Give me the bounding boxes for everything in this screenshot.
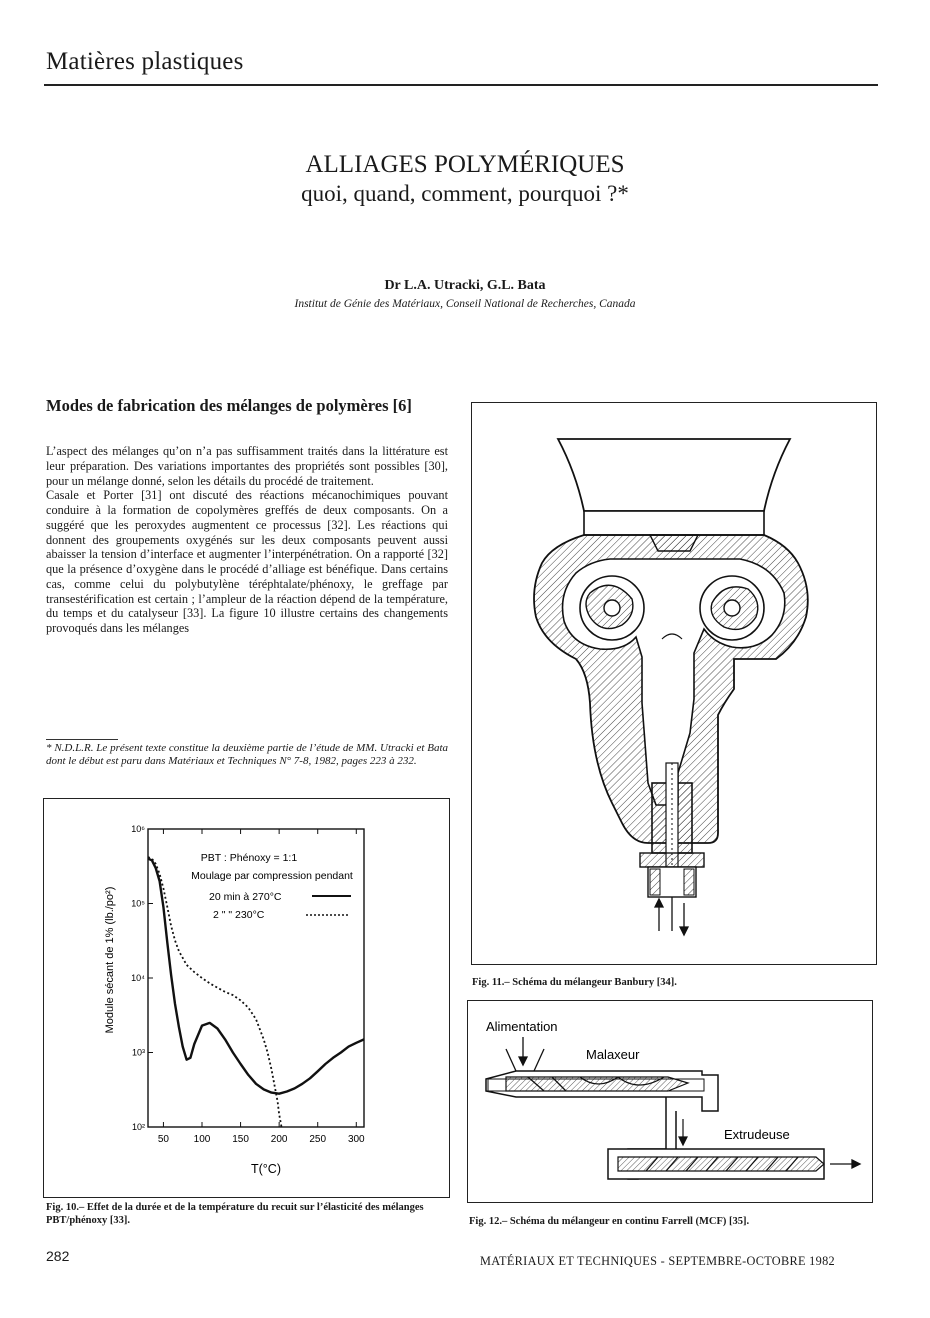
header-rule xyxy=(44,84,878,86)
body-text xyxy=(46,444,448,636)
figure-12-frame xyxy=(467,1000,873,1203)
paragraph-2: Casale et Porter [31] ont discuté des réactions mécanochimiques pouvant conduire à la formation de copolymères greffés de deux composants. On a suggéré que les peroxydes augmentent ce processus [32]. Les réactions qui donnent des groupements oxygénés sur les deux composants peuvent aussi abaisser la tension d’interface et augmenter l’interpénétration. On a rapporté [32] que la présence d’oxygène dans le procédé d’alliage est bénéfique. Dans certains cas, comme celui du polybutylène téréphtalate/phénoxy, le greffage par transestérification est certain ; l’ampleur de la réaction dépend de la température, du temps et du catalyseur [33]. La figure 10 illustre certains des changements provoqués dans les mélanges xyxy=(46,488,448,635)
figure-11-frame xyxy=(471,402,877,965)
farrell-mixer-diagram xyxy=(468,1001,871,1201)
banbury-mixer-diagram xyxy=(472,403,875,963)
figure-10-caption: Fig. 10.– Effet de la durée et de la température du recuit sur l’élasticité des mélanges PBT/phénoxy [33]. xyxy=(46,1202,424,1226)
hopper xyxy=(558,439,790,511)
chart-xlabel: T(°C) xyxy=(251,1162,281,1176)
feed-arrow xyxy=(506,1037,544,1071)
piston-base xyxy=(640,853,704,867)
paragraph-1: L’aspect des mélanges qu’on n’a pas suffisamment traités dans la littérature est leur préparation. Des variations importantes des propriétés sont possibles [30], pour un mélange donné, selon les détails du procédé de traitement. xyxy=(46,444,448,488)
extruder-screw xyxy=(618,1157,824,1171)
y-tick-label: 10⁴ xyxy=(131,973,145,983)
article-title: ALLIAGES POLYMÉRIQUES xyxy=(305,151,625,178)
legend-entry-1: 20 min à 270°C xyxy=(209,891,282,903)
y-tick-label: 10⁶ xyxy=(131,824,145,834)
x-tick-label: 100 xyxy=(193,1134,211,1145)
section-heading: Modes de fabrication des mélanges de polymères [6] xyxy=(46,396,412,415)
x-tick-label: 150 xyxy=(232,1134,249,1145)
output-arrow xyxy=(830,1160,860,1168)
page-number: 282 xyxy=(46,1248,70,1264)
figure-12-caption: Fig. 12.– Schéma du mélangeur en continu Farrell (MCF) [35]. xyxy=(469,1216,750,1227)
affiliation: Institut de Génie des Matériaux, Conseil National de Recherches, Canada xyxy=(294,298,636,310)
journal-footer: MATÉRIAUX ET TECHNIQUES - SEPTEMBRE-OCTOBRE 1982 xyxy=(480,1254,835,1268)
figure-10-chart xyxy=(44,799,448,1196)
y-tick-label: 10⁵ xyxy=(131,898,145,909)
ram-tip xyxy=(650,535,698,551)
x-tick-label: 250 xyxy=(309,1134,327,1145)
flow-arrows xyxy=(655,897,688,935)
article-subtitle: quoi, quand, comment, pourquoi ?* xyxy=(301,181,629,206)
rotor-right xyxy=(700,576,764,640)
chart-ylabel: Module sécant de 1% (lb./po²) xyxy=(104,886,116,1034)
y-tick-label: 10³ xyxy=(131,1047,145,1058)
footnote: * N.D.L.R. Le présent texte constitue la deuxième partie de l’étude de MM. Utracki et Bata dont le début est paru dans Matériaux et Techniques N° 7-8, 1982, pages 223 à 232. xyxy=(46,742,448,767)
figure-10-frame xyxy=(43,798,450,1198)
footnote-rule xyxy=(46,739,118,740)
rotor-left xyxy=(580,576,644,640)
x-tick-label: 50 xyxy=(157,1134,169,1145)
authors: Dr L.A. Utracki, G.L. Bata xyxy=(384,278,546,293)
y-tick-label: 10² xyxy=(131,1122,145,1132)
label-extruder: Extrudeuse xyxy=(724,1127,790,1142)
label-mixer: Malaxeur xyxy=(586,1047,640,1062)
label-feed: Alimentation xyxy=(486,1019,558,1034)
section-name: Matières plastiques xyxy=(46,48,244,75)
chart-legend xyxy=(191,852,353,921)
legend-entry-2: 2 " " 230°C xyxy=(213,909,265,921)
legend-line-1: PBT : Phénoxy = 1:1 xyxy=(200,852,298,864)
legend-line-2: Moulage par compression pendant xyxy=(191,870,353,882)
figure-11-caption: Fig. 11.– Schéma du mélangeur Banbury [34]. xyxy=(472,977,677,988)
x-tick-label: 200 xyxy=(270,1134,288,1145)
ram xyxy=(584,511,764,535)
x-tick-label: 300 xyxy=(347,1134,365,1145)
